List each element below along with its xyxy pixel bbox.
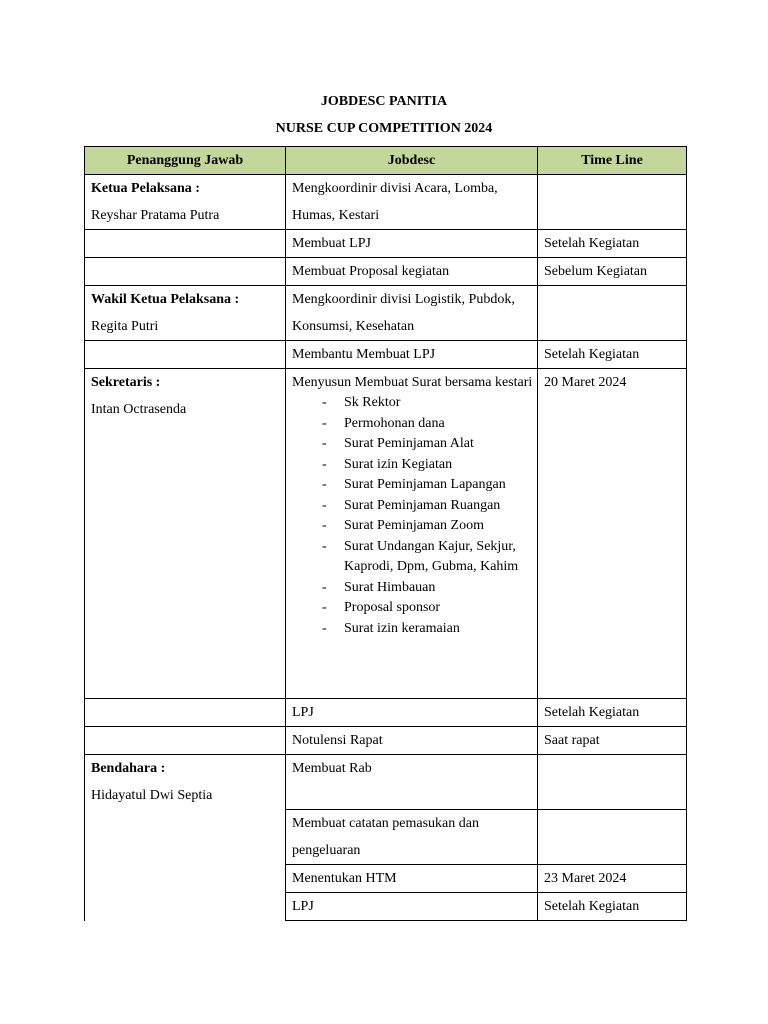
empty-cell [85, 865, 286, 893]
header-jobdesc: Jobdesc [286, 147, 538, 175]
timeline-cell [538, 810, 687, 865]
table-row [85, 230, 687, 258]
timeline-cell [538, 286, 687, 341]
empty-cell [85, 341, 286, 369]
document-subtitle: NURSE CUP COMPETITION 2024 [275, 121, 493, 136]
bendahara-role: Bendahara : [91, 761, 166, 776]
list-item: - Surat Peminjaman Alat [292, 434, 537, 455]
table-row [85, 755, 687, 810]
header-row [85, 147, 687, 175]
timeline-cell [538, 369, 687, 699]
table-row [85, 286, 687, 341]
timeline-cell: 23 Maret 2024 [538, 865, 687, 893]
jobdesc-cell: LPJ [286, 893, 538, 921]
table-row [85, 369, 687, 699]
list-item: - Surat Peminjaman Zoom [292, 516, 537, 537]
jobdesc-cell: Membuat Proposal kegiatan [286, 258, 538, 286]
bendahara-name: Hidayatul Dwi Septia [91, 788, 213, 803]
list-item: - Surat Peminjaman Ruangan [292, 496, 537, 517]
empty-cell [85, 810, 286, 865]
list-item: - Sk Rektor [292, 393, 537, 414]
empty-cell [85, 258, 286, 286]
empty-cell [85, 893, 286, 921]
jobdesc-cell: Notulensi Rapat [286, 727, 538, 755]
jobdesc-cell: Membuat Rab [286, 755, 538, 810]
sekretaris-cell [85, 369, 286, 699]
surat-intro: Menyusun Membuat Surat bersama kestari [292, 375, 533, 390]
ketua-role: Ketua Pelaksana : [91, 181, 200, 196]
table-row [85, 865, 687, 893]
table-row [85, 810, 687, 865]
timeline-cell: Setelah Kegiatan [538, 699, 687, 727]
table-row [85, 258, 687, 286]
timeline-cell: Setelah Kegiatan [538, 341, 687, 369]
sekretaris-name: Intan Octrasenda [91, 402, 187, 417]
timeline-cell: Sebelum Kegiatan [538, 258, 687, 286]
list-item: - Surat Himbauan [292, 578, 537, 599]
jobdesc-cell: Mengkoordinir divisi Acara, Lomba, Humas, Kestari [286, 175, 538, 230]
timeline-cell: Setelah Kegiatan [538, 893, 687, 921]
wakil-cell [85, 286, 286, 341]
ketua-cell [85, 175, 286, 230]
wakil-role: Wakil Ketua Pelaksana : [91, 292, 240, 307]
sekretaris-role: Sekretaris : [91, 375, 161, 390]
jobdesc-table [84, 146, 687, 921]
jobdesc-cell: Membuat catatan pemasukan dan pengeluaran [286, 810, 538, 865]
empty-cell [85, 230, 286, 258]
list-item: - Surat izin keramaian [292, 619, 537, 640]
timeline-cell [538, 175, 687, 230]
jobdesc-cell: Membantu Membuat LPJ [286, 341, 538, 369]
document-title: JOBDESC PANITIA [320, 94, 448, 109]
ketua-name: Reyshar Pratama Putra [91, 208, 220, 223]
jobdesc-cell: LPJ [286, 699, 538, 727]
jobdesc-cell: Membuat LPJ [286, 230, 538, 258]
timeline-cell: Setelah Kegiatan [538, 230, 687, 258]
empty-cell [85, 727, 286, 755]
jobdesc-cell: Menentukan HTM [286, 865, 538, 893]
table-row [85, 727, 687, 755]
bendahara-cell [85, 755, 286, 810]
timeline-cell: Saat rapat [538, 727, 687, 755]
table-row [85, 893, 687, 921]
jobdesc-cell: Mengkoordinir divisi Logistik, Pubdok, Konsumsi, Kesehatan [286, 286, 538, 341]
table-row [85, 175, 687, 230]
list-item: - Surat Peminjaman Lapangan [292, 475, 537, 496]
list-item: - Permohonan dana [292, 414, 537, 435]
wakil-name: Regita Putri [91, 319, 159, 334]
list-item: - Surat izin Kegiatan [292, 455, 537, 476]
list-item: - Proposal sponsor [292, 598, 537, 619]
header-time-line: Time Line [538, 147, 687, 175]
surat-cell [286, 369, 538, 699]
surat-time: 20 Maret 2024 [544, 375, 627, 390]
table-row [85, 699, 687, 727]
surat-list [292, 393, 537, 667]
timeline-cell [538, 755, 687, 810]
list-item: - Surat Undangan Kajur, Sekjur, Kaprodi, Dpm, Gubma, Kahim [292, 537, 537, 578]
header-penanggung-jawab: Penanggung Jawab [85, 147, 286, 175]
table-row [85, 341, 687, 369]
empty-cell [85, 699, 286, 727]
